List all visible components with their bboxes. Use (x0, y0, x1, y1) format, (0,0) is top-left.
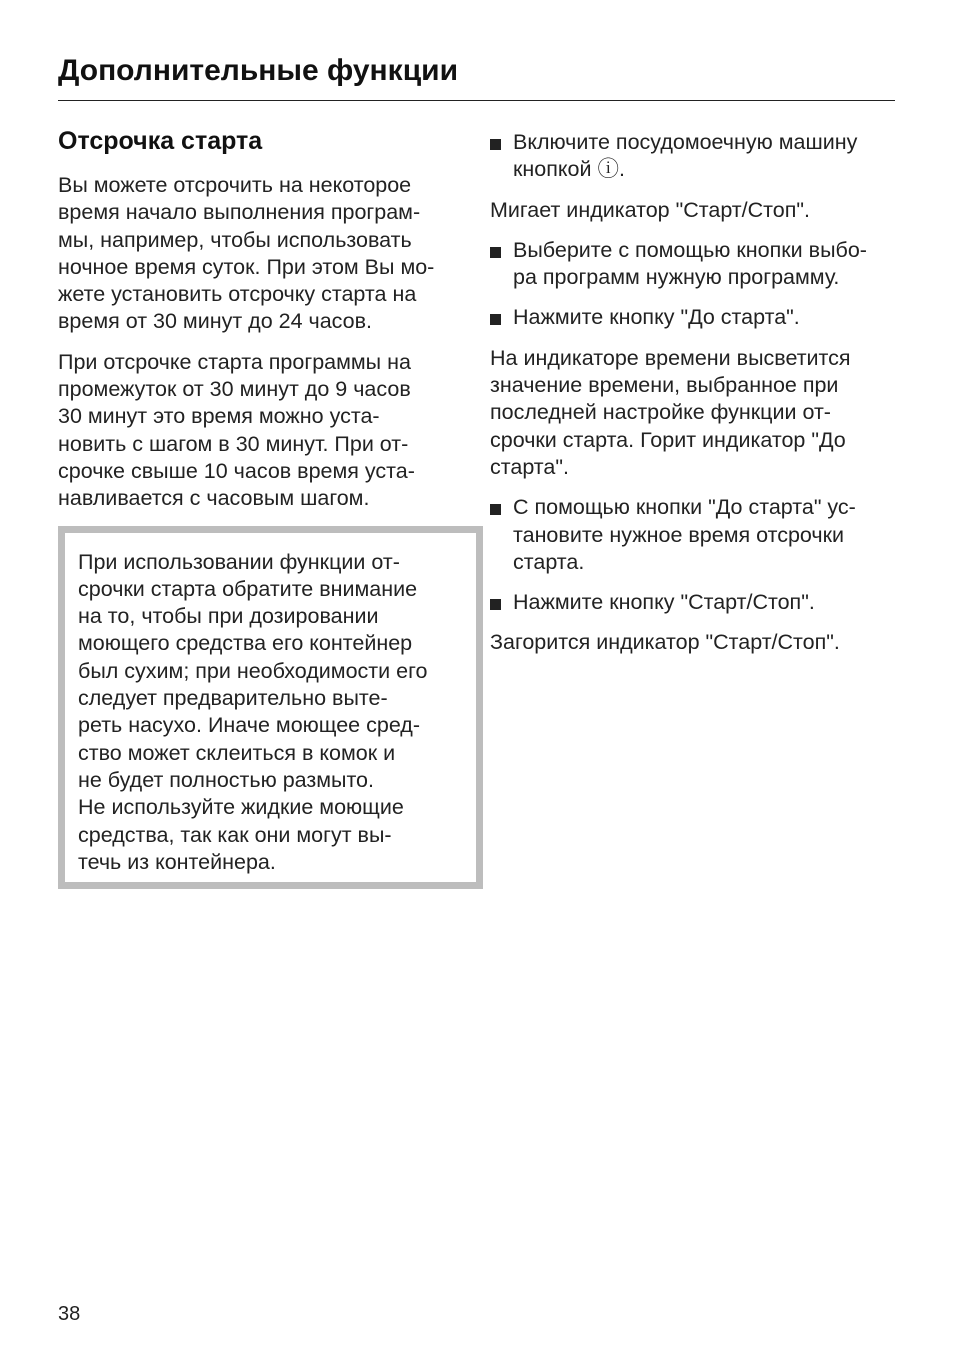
instruction-step (490, 494, 900, 576)
page-title: Дополнительные функции (58, 54, 459, 87)
step-text: Нажмите кнопку "До старта". (513, 305, 800, 330)
instruction-step (490, 589, 900, 616)
instruction-step (490, 304, 900, 331)
title-divider (58, 100, 895, 101)
warning-text: При использовании функции от- срочки старта обратите внимание на то, чтобы при дозировании моющего средства его контейнер был сухим; при необходимости его следует предварительно выте- реть насухо. Иначе моющее сред- ство может склеиться в комок и не будет полностью размыто. Не используйте жидкие моющие средства, так как они могут вы- течь из контейнера. (78, 549, 428, 874)
warning-box (58, 526, 483, 890)
right-column (490, 129, 900, 670)
result-text: Мигает индикатор "Старт/Стоп". (490, 197, 810, 222)
square-bullet-icon (490, 247, 501, 258)
left-column (58, 126, 468, 889)
result-text: Загорится индикатор "Старт/Стоп". (490, 630, 840, 655)
page-number: 38 (58, 1303, 81, 1325)
interval-paragraph: При отсрочке старта программы на промежуток от 30 минут до 9 часов 30 минут это время можно уста- новить с шагом в 30 минут. При от- срочке свыше 10 часов время уста- навливается с часовым шагом. (58, 349, 415, 511)
step-text: Включите посудомоечную машину кнопкой ⓘ. (513, 130, 858, 182)
step-text: Нажмите кнопку "Старт/Стоп". (513, 590, 815, 615)
square-bullet-icon (490, 504, 501, 515)
result-text: На индикаторе времени высветится значение времени, выбранное при последней настройке функции от- срочки старта. Горит индикатор "До старта". (490, 345, 851, 479)
section-title: Отсрочка старта (58, 127, 263, 155)
instruction-step (490, 237, 900, 292)
instruction-step (490, 129, 900, 184)
intro-paragraph: Вы можете отсрочить на некоторое время начало выполнения програм- мы, например, чтобы использовать ночное время суток. При этом Вы мо- жете установить отсрочку старта на время от 30 минут до 24 часов. (58, 173, 435, 334)
square-bullet-icon (490, 599, 501, 610)
square-bullet-icon (490, 314, 501, 325)
step-text: С помощью кнопки "До старта" ус- тановите нужное время отсрочки старта. (513, 495, 856, 574)
square-bullet-icon (490, 139, 501, 150)
step-text: Выберите с помощью кнопки выбо- ра программ нужную программу. (513, 237, 867, 290)
